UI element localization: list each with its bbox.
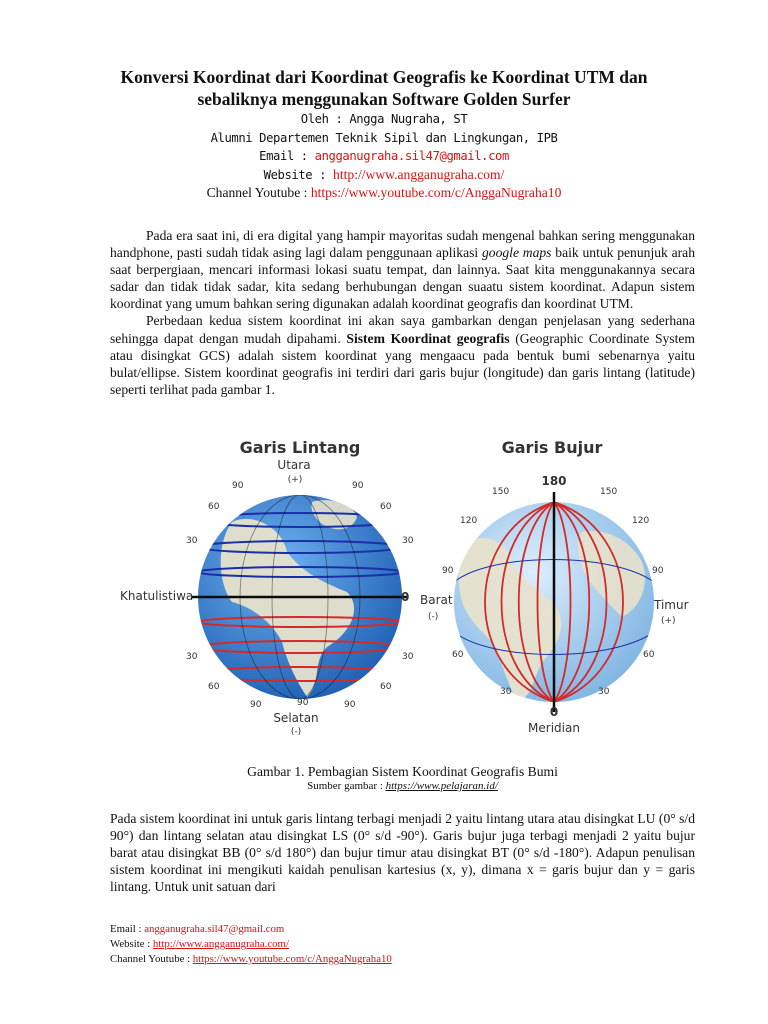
lon-180-label: 180: [541, 474, 567, 488]
meridian-label: Meridian: [528, 721, 580, 735]
website-line: [80, 166, 688, 185]
lat-n30-right: 30: [402, 536, 414, 546]
lon-120-right: 120: [632, 516, 650, 526]
lat-s90-left: 90: [250, 700, 262, 710]
lat-n90-right: 90: [352, 481, 364, 491]
latitude-globe: [120, 438, 414, 737]
website-label: Website :: [263, 167, 334, 182]
lat-s60-left: 60: [208, 682, 220, 692]
gcs-term: Sistem Koordinat geografis: [346, 330, 510, 346]
footer-email-link[interactable]: angganugraha.sil47@gmail.com: [144, 923, 285, 935]
lon-150-right: 150: [600, 487, 618, 497]
email-label: Email :: [259, 149, 315, 163]
barat-sign: (-): [428, 612, 439, 622]
intro-p1-text-a: Pada era saat ini, di era digital yang hampir mayoritas sudah mengenal bahkan sering menggunakan handphone, pasti sudah tidak asing lagi dalam penggunaan aplikasi: [110, 228, 695, 261]
body-text: [110, 810, 695, 895]
lat-n60-right: 60: [380, 502, 392, 512]
longitude-globe: [420, 438, 689, 735]
title-line-2: sebaliknya menggunakan Software Golden Surfer: [197, 89, 571, 109]
lon-30-right: 30: [598, 687, 610, 697]
email-link[interactable]: angganugraha.sil47@gmail.com: [314, 149, 509, 163]
lon-60-left: 60: [452, 650, 464, 660]
lat-s90-right: 90: [344, 700, 356, 710]
title-line-1: Konversi Koordinat dari Koordinat Geografis ke Koordinat UTM dan: [120, 67, 648, 87]
source-link[interactable]: https://www.pelajaran.id/: [385, 780, 498, 792]
utara-label: Utara: [277, 458, 311, 472]
author-block: [80, 110, 688, 203]
lon-0-label: 0: [549, 705, 559, 719]
latitude-title: Garis Lintang: [239, 438, 361, 457]
youtube-label: Channel Youtube :: [206, 185, 311, 200]
lat-n30-left: 30: [186, 536, 198, 546]
intro-p2-text-a: Perbedaan kedua sistem koordinat ini akan saya gambarkan dengan penjelasan yang sederhana sehingga dapat dengan mudah dipahami.: [110, 313, 695, 346]
intro-paragraph-1: [110, 227, 695, 312]
lon-60-right: 60: [643, 650, 655, 660]
email-line: [80, 147, 688, 166]
footer-youtube-line: [110, 952, 610, 967]
source-label: Sumber gambar :: [307, 780, 386, 792]
timur-label: Timur: [654, 598, 689, 612]
lat-n60-left: 60: [208, 502, 220, 512]
lon-150-left: 150: [492, 487, 510, 497]
footer-youtube-link[interactable]: https://www.youtube.com/c/AnggaNugraha10: [192, 953, 392, 965]
utara-sign: (+): [287, 475, 303, 485]
barat-label: Barat: [420, 593, 453, 607]
footer-website-line: [110, 937, 610, 952]
document-title: [80, 66, 688, 110]
equator-zero: 0: [401, 590, 410, 604]
affiliation-line: Alumni Departemen Teknik Sipil dan Lingkungan, IPB: [210, 130, 558, 145]
website-link[interactable]: http://www.angganugraha.com/: [333, 166, 505, 182]
footer-email-label: Email :: [110, 923, 145, 935]
timur-sign: (+): [661, 616, 676, 626]
intro-paragraph-2: [110, 312, 695, 397]
lon-90-right: 90: [652, 566, 664, 576]
selatan-sign: (-): [290, 727, 302, 737]
lat-s30-right: 30: [402, 652, 414, 662]
selatan-label: Selatan: [273, 711, 319, 725]
footer-website-label: Website :: [110, 938, 153, 950]
khatulistiwa-label: Khatulistiwa: [120, 589, 194, 603]
globes-illustration: [112, 432, 692, 752]
lon-30-left: 30: [500, 687, 512, 697]
body-paragraph-3: Pada sistem koordinat ini untuk garis lintang terbagi menjadi 2 yaitu lintang utara atau disingkat LU (0° s/d 90°) dan lintang selatan atau disingkat LS (0° s/d -90°). Garis bujur juga terbagi menjadi 2 yaitu bujur barat atau disingkat BB (0° s/d 180°) dan bujur timur atau disingkat BT (0° s/d -180°). Adapun penulisan sistem koordinat ini mengikuti kaidah penulisan kartesius (x, y), dimana x = garis bujur dan y = garis lintang. Untuk unit satuan dari: [110, 811, 695, 895]
lon-90-left: 90: [442, 566, 454, 576]
lat-s60-right: 60: [380, 682, 392, 692]
lon-120-left: 120: [460, 516, 478, 526]
page-footer: [110, 922, 610, 967]
intro-p1-text-b: baik untuk penunjuk arah saat berpergiaan, mencari informasi lokasi suatu tempat, dan lainnya. Saat kita menggunakannya secara sadar dan tidak tidak sadar, kita sedang berhubungan dengan suaatu sistem koordinat. Adapun sistem koordinat yang umum bahkan sering digunakan adalah koordinat geografis dan koordinat UTM.: [110, 245, 695, 312]
figure-globes: [112, 432, 692, 752]
figure-caption: Gambar 1. Pembagian Sistem Koordinat Geografis Bumi: [247, 764, 558, 779]
footer-youtube-label: Channel Youtube :: [110, 953, 193, 965]
youtube-link[interactable]: https://www.youtube.com/c/AnggaNugraha10: [310, 185, 562, 200]
intro-text: [110, 227, 695, 398]
lat-s90-center: 90: [297, 698, 309, 708]
lat-s30-left: 30: [186, 652, 198, 662]
lat-n90-left: 90: [232, 481, 244, 491]
youtube-line: [80, 184, 688, 203]
author-line: Oleh : Angga Nugraha, ST: [300, 112, 468, 126]
figure-source: [110, 779, 695, 793]
longitude-title: Garis Bujur: [501, 438, 603, 457]
intro-p2-text-b: (Geographic Coordinate System atau disingkat GCS) adalah sistem koordinat yang mengaacu pada bentuk bumi sebenarnya yaitu bulat/ellipse. Sistem koordinat geografis ini terdiri dari garis bujur (longitude) dan garis lintang (latitude) seperti terlihat pada gambar 1.: [110, 330, 695, 397]
google-maps-emphasis: google maps: [481, 245, 552, 261]
footer-email-line: [110, 922, 610, 937]
footer-website-link[interactable]: http://www.angganugraha.com/: [152, 938, 289, 950]
